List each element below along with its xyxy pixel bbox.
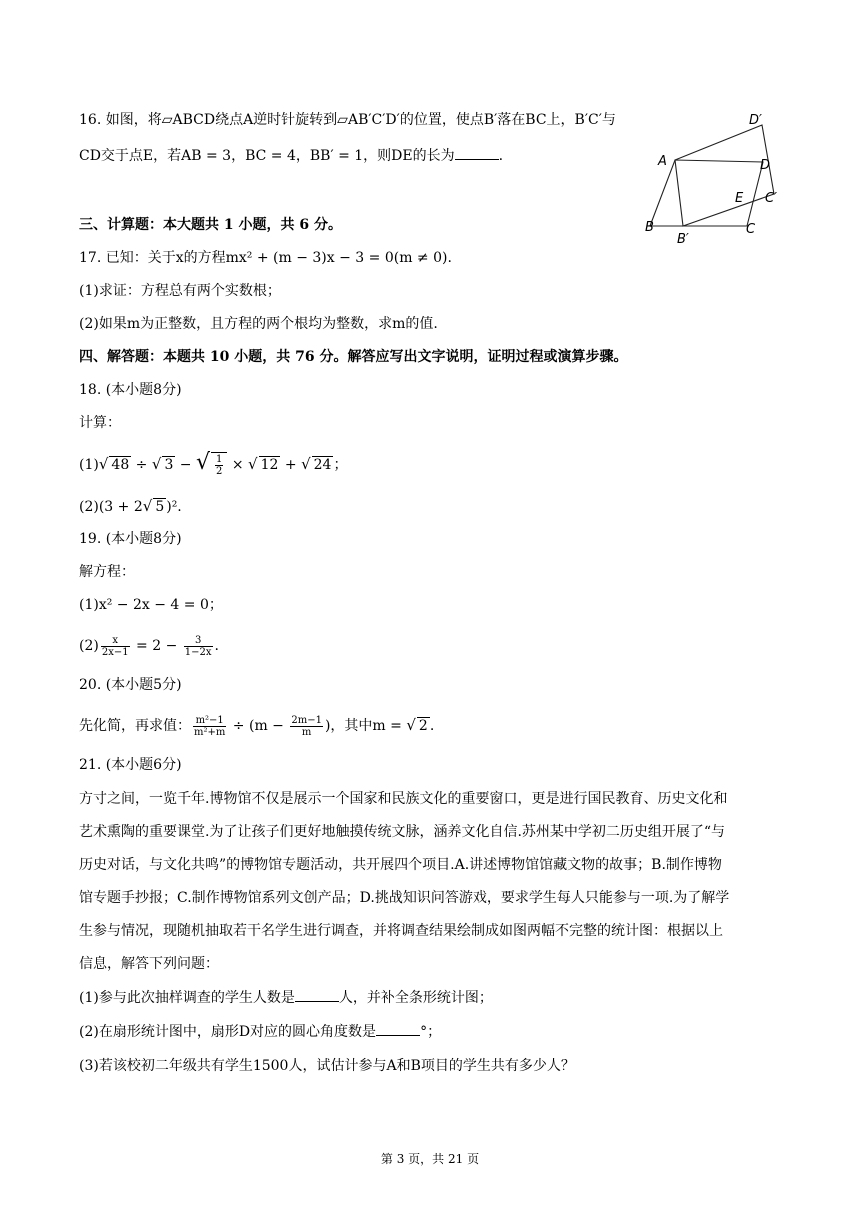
q21-p1-b: 人，并补全条形统计图； (338, 990, 493, 1006)
op-times: × (227, 457, 249, 473)
q18-part2 (79, 496, 182, 517)
fraction (101, 635, 130, 658)
q16-line2-end: . (498, 148, 504, 164)
q16-line1: 16. 如图，将▱ABCD绕点A逆时针旋转到▱AB′C′D′的位置，使点B′落在BC上，B′C′与 (79, 112, 616, 128)
q20-text-a: 先化简，再求值： (79, 718, 191, 734)
half-denominator: 2 (216, 465, 223, 477)
fraction (290, 715, 323, 738)
q21-part1 (79, 988, 493, 1008)
q19-p2-mid: = 2 − (131, 638, 182, 654)
op-plus: + (280, 457, 302, 473)
denominator: 1−2x (184, 646, 212, 658)
radicand-3: 3 (164, 457, 174, 473)
q18-p1-end: ； (333, 457, 348, 473)
q19-intro: 解方程： (79, 564, 135, 580)
radicand-12: 12 (260, 457, 279, 473)
label-b: B (645, 220, 654, 235)
sqrt-sign: √ (196, 450, 211, 475)
q18-p1-prefix: (1) (79, 457, 99, 473)
sqrt-sign: √ (142, 497, 153, 515)
radicand-2: 2 (418, 718, 428, 734)
numerator: x (101, 635, 130, 647)
answer-blank (295, 989, 339, 1002)
sqrt-sign: √ (151, 455, 162, 473)
q21-paragraph-line: 方寸之间，一览千年.博物馆不仅是展示一个国家和民族文化的重要窗口，更是进行国民教育、历史文化和 (79, 791, 728, 807)
radicand-5: 5 (155, 499, 165, 515)
numerator: m²−1 (193, 715, 226, 727)
q21-paragraph-line: 艺术熏陶的重要课堂.为了让孩子们更好地触摸传统文脉，涵养文化自信.苏州某中学初二历史组开展了“与 (79, 824, 726, 840)
q21-part2 (79, 1022, 441, 1042)
answer-blank (376, 1023, 420, 1036)
q20-text-c: . (429, 718, 435, 734)
op-divide: ÷ (131, 457, 152, 473)
answer-blank (455, 147, 499, 160)
denominator: m²+m (194, 726, 226, 738)
label-d: D (760, 158, 771, 173)
q21-heading: 21. (本小题6分) (79, 757, 182, 773)
q19-part1: (1)x² − 2x − 4 = 0； (79, 597, 223, 613)
label-b-prime: B′ (677, 232, 689, 247)
q21-paragraph-line: 信息，解答下列问题： (79, 956, 219, 972)
q19-heading: 19. (本小题8分) (79, 531, 182, 547)
q20-heading: 20. (本小题5分) (79, 677, 182, 693)
q21-p2-b: °； (420, 1024, 442, 1040)
q21-paragraph-line: 生参与情况，现随机抽取若干名学生进行调查，并将调查结果绘制成如图两幅不完整的统计图：根据以上 (79, 923, 723, 939)
sqrt-sign: √ (406, 716, 416, 734)
label-e: E (735, 191, 744, 206)
label-c: C (746, 222, 756, 237)
label-c-prime: C′ (765, 191, 778, 206)
q18-heading: 18. (本小题8分) (79, 382, 182, 398)
q18-p2-end: )². (166, 499, 182, 515)
section-3-heading: 三、计算题：本大题共 1 小题，共 6 分。 (79, 217, 342, 233)
q21-paragraph-line: 历史对话，与文化共鸣”的博物馆专题活动，共开展四个项目.A.讲述博物馆馆藏文物的故事；B.制作博物 (79, 857, 722, 873)
sqrt-sign: √ (98, 455, 109, 473)
page-footer: 第 3 页，共 21 页 (380, 1152, 480, 1166)
q17-part1: (1)求证：方程总有两个实数根； (79, 283, 281, 299)
q16-line2 (79, 146, 503, 166)
radicand-half (211, 452, 227, 477)
denominator: m (301, 726, 312, 738)
numerator: 3 (184, 635, 213, 647)
q19-part2 (79, 633, 219, 659)
parallelogram-abcd (650, 160, 763, 226)
q18-intro: 计算： (79, 415, 121, 431)
fraction (184, 635, 213, 658)
q16-line2-text: CD交于点E，若AB = 3，BC = 4，BB′ = 1，则DE的长为 (79, 148, 455, 164)
q21-part3: (3)若该校初二年级共有学生1500人，试估计参与A和B项目的学生共有多少人？ (79, 1058, 575, 1074)
radicand-24: 24 (313, 457, 332, 473)
op-minus: − (175, 457, 196, 473)
q20-text-b: )，其中m = (324, 718, 407, 734)
label-d-prime: D′ (749, 113, 762, 128)
q20-mid: ÷ (m − (228, 718, 289, 734)
q20-body (79, 712, 434, 739)
half-numerator: 1 (216, 453, 223, 465)
section-4-heading: 四、解答题：本题共 10 小题，共 76 分。解答应写出文字说明，证明过程或演算步骤。 (79, 349, 628, 365)
fraction (193, 715, 226, 738)
q18-p2-start: (2)(3 + 2 (79, 499, 143, 515)
numerator: 2m−1 (291, 714, 322, 726)
q17-stem: 17. 已知：关于x的方程mx² + (m − 3)x − 3 = 0(m ≠ 0). (79, 250, 452, 266)
sqrt-sign: √ (301, 455, 311, 473)
q19-p2-end: . (214, 638, 219, 654)
q17-part2: (2)如果m为正整数，且方程的两个根均为整数，求m的值. (79, 316, 438, 332)
q21-paragraph-line: 馆专题手抄报；C.制作博物馆系列文创产品；D.挑战知识问答游戏，要求学生每人只能参与一项.为了解学 (79, 890, 730, 906)
parallelogram-rotation-figure (640, 110, 790, 250)
q18-part1 (79, 450, 347, 478)
sqrt-sign: √ (248, 455, 258, 473)
label-a: A (658, 154, 667, 169)
denominator: 2x−1 (101, 646, 129, 658)
q21-p1-a: (1)参与此次抽样调查的学生人数是 (79, 990, 295, 1006)
q21-p2-a: (2)在扇形统计图中，扇形D对应的圆心角度数是 (79, 1024, 377, 1040)
q19-p2-prefix: (2) (79, 638, 99, 654)
radicand-48: 48 (111, 457, 130, 473)
